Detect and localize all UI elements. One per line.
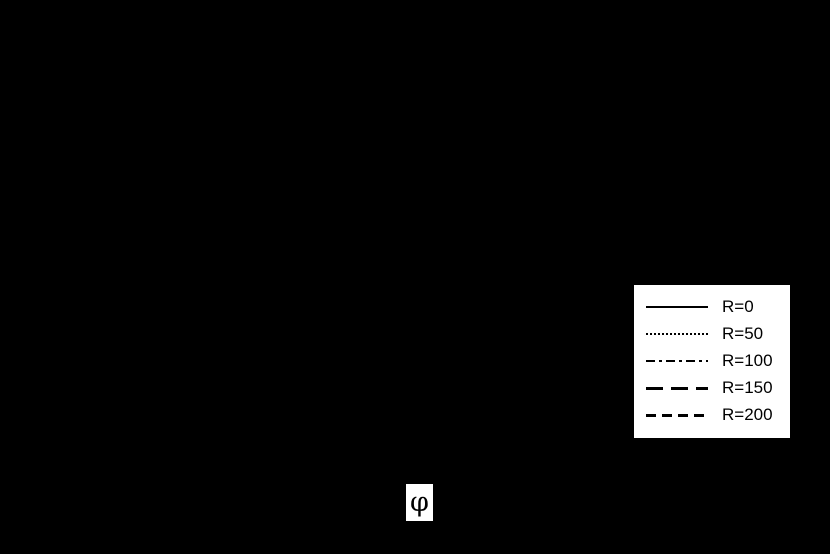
- legend-item-r150: [634, 374, 790, 401]
- legend-line-sample-dashlong: [646, 381, 708, 395]
- legend-label-r0: R=0: [722, 297, 754, 316]
- legend-item-r0: [634, 293, 790, 320]
- legend-line-sample-solid: [646, 300, 708, 314]
- legend-label-r100: R=100: [722, 351, 773, 370]
- legend-line-sample-dashdot: [646, 354, 708, 368]
- legend-line-sample-dotted: [646, 327, 708, 341]
- legend-item-r50: [634, 320, 790, 347]
- legend-item-r200: [634, 401, 790, 428]
- legend-line-sample-dashshort: [646, 408, 708, 422]
- x-axis-label: φ: [406, 484, 433, 521]
- legend-item-r100: [634, 347, 790, 374]
- legend-label-r150: R=150: [722, 378, 773, 397]
- legend-label-r50: R=50: [722, 324, 764, 343]
- chart-legend: [633, 284, 791, 439]
- legend-label-r200: R=200: [722, 405, 773, 424]
